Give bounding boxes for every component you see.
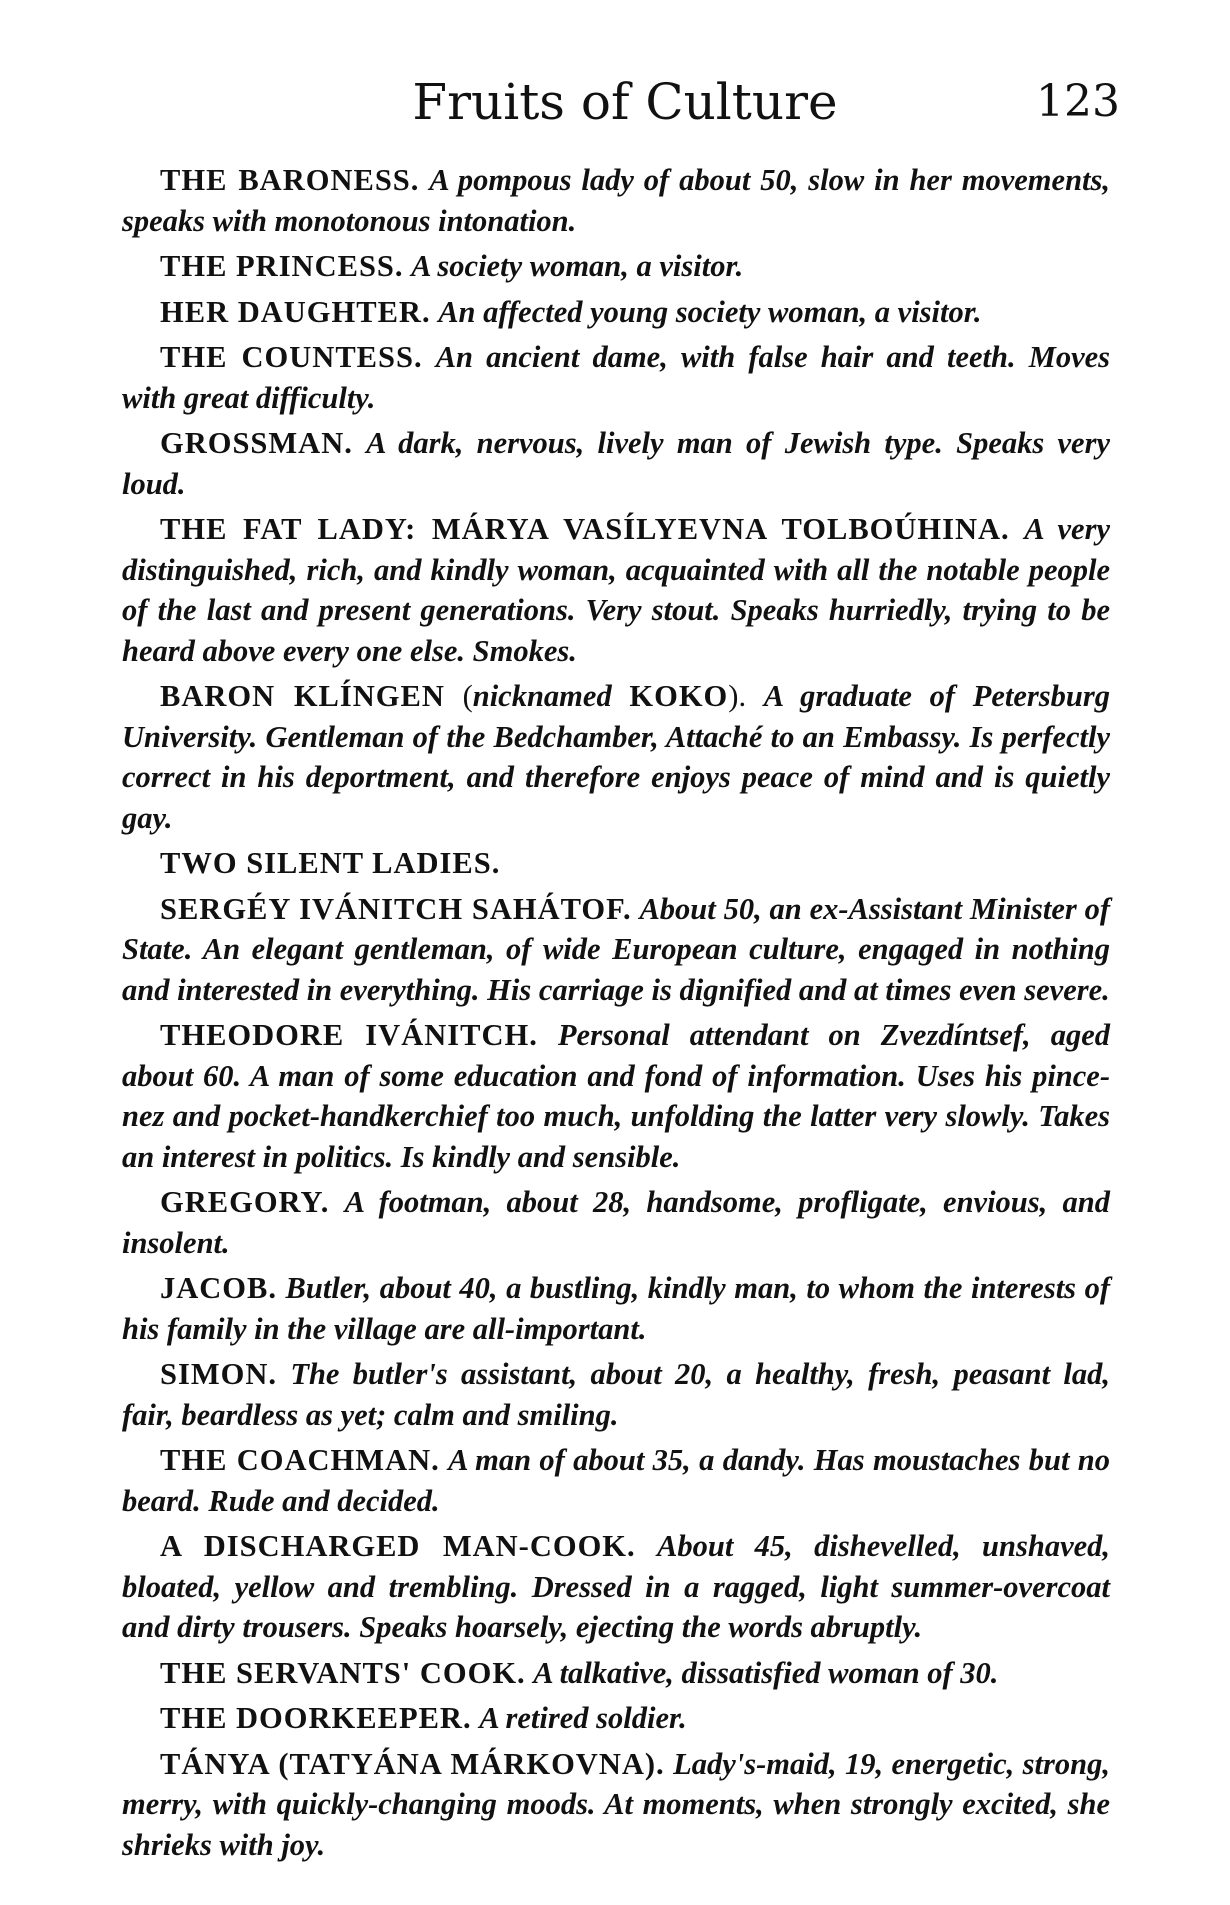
character-description: An ancient dame, with false hair and teeth. Moves with great difficulty. — [122, 340, 1111, 415]
cast-entry — [122, 423, 1110, 504]
running-title: Fruits of Culture — [412, 73, 838, 131]
character-name: THEODORE IVÁNITCH. — [160, 1018, 538, 1052]
character-name: A DISCHARGED MAN-COOK. — [160, 1529, 636, 1563]
cast-entry — [122, 1015, 1110, 1177]
character-description: About 50, an ex-Assistant Minister of State. An elegant gentleman, of wide European culture, engaged in nothing and interested in everything. His carriage is dignified and at times even severe. — [122, 891, 1110, 1007]
cast-entry — [122, 1744, 1110, 1866]
character-description: A man of about 35, a dandy. Has moustaches but no beard. Rude and decided. — [122, 1443, 1110, 1518]
character-name: THE COACHMAN. — [160, 1443, 440, 1477]
page-header — [130, 72, 1120, 142]
paren-open: ( — [462, 679, 473, 713]
paren-close: ). — [728, 679, 747, 713]
character-description: An affected young society woman, a visitor. — [438, 294, 982, 329]
cast-entry — [122, 1526, 1110, 1648]
character-name: THE BARONESS. — [160, 163, 420, 197]
character-description: Butler, about 40, a bustling, kindly man, to whom the interests of his family in the village are all-important. — [122, 1271, 1110, 1346]
nickname-label: nicknamed — [472, 679, 612, 713]
cast-entry — [122, 1354, 1110, 1435]
character-description: A pompous lady of about 50, slow in her movements, speaks with monotonous intonation. — [122, 163, 1110, 238]
character-description: A footman, about 28, handsome, profligate, envious, and insolent. — [122, 1185, 1110, 1260]
cast-entry — [122, 160, 1110, 241]
cast-entry — [122, 1698, 1110, 1739]
character-description: A talkative, dissatisfied woman of 30. — [533, 1655, 999, 1690]
character-name: SERGÉY IVÁNITCH SAHÁTOF. — [160, 891, 632, 926]
nickname: KOKO — [629, 679, 729, 713]
character-name: THE PRINCESS. — [160, 249, 404, 283]
character-name: JACOB. — [160, 1271, 277, 1305]
character-description: A dark, nervous, lively man of Jewish type. Speaks very loud. — [122, 426, 1111, 501]
character-description: Personal attendant on Zvezdíntsef, aged about 60. A man of some education and fond of information. Uses his pince-nez and pocket-handkerchief too much, unfolding the latter very slowly. Takes an interest in politics. Is kindly and sensible. — [122, 1018, 1111, 1174]
character-name: SIMON. — [160, 1357, 277, 1391]
cast-entry — [122, 1268, 1110, 1349]
cast-entry — [122, 1182, 1110, 1263]
character-description: The butler's assistant, about 20, a healthy, fresh, peasant lad, fair, beardless as yet; calm and smiling. — [122, 1357, 1111, 1432]
cast-entry — [122, 843, 1110, 884]
character-name: GROSSMAN. — [160, 426, 353, 460]
character-name: THE FAT LADY: MÁRYA VASÍLYEVNA TOLBOÚHINA. — [160, 512, 1010, 546]
character-description: A society woman, a visitor. — [411, 249, 744, 283]
character-name: GREGORY. — [160, 1185, 330, 1219]
cast-entry — [122, 889, 1110, 1011]
character-name: BARON KLÍNGEN — [160, 679, 445, 713]
character-description: A very distinguished, rich, and kindly woman, acquainted with all the notable people of the last and present generations. Very stout. Speaks hurriedly, trying to be heard above every one else. Smokes. — [122, 512, 1110, 668]
character-name: THE SERVANTS' COOK. — [160, 1655, 526, 1690]
cast-entry — [122, 292, 1110, 333]
cast-entry — [122, 676, 1110, 838]
character-name: THE DOORKEEPER. — [160, 1701, 472, 1735]
character-name: TWO SILENT LADIES. — [160, 846, 501, 880]
cast-entry — [122, 509, 1110, 671]
cast-entry — [122, 1653, 1110, 1694]
character-description: Lady's-maid, 19, energetic, strong, merry, with quickly-changing moods. At moments, when strongly excited, she shrieks with joy. — [122, 1746, 1110, 1862]
cast-entry — [122, 337, 1110, 418]
cast-entry — [122, 1440, 1110, 1521]
character-name: TÁNYA (TATYÁNA MÁRKOVNA). — [160, 1746, 665, 1781]
character-name: THE COUNTESS. — [160, 340, 423, 374]
page-number: 123 — [1036, 76, 1120, 127]
character-name: HER DAUGHTER. — [160, 294, 431, 329]
character-description: A retired soldier. — [479, 1701, 687, 1735]
dramatis-personae-list — [122, 160, 1110, 1870]
character-description: About 45, dishevelled, unshaved, bloated, yellow and trembling. Dressed in a ragged, light summer-overcoat and dirty trousers. Speaks hoarsely, ejecting the words abruptly. — [122, 1529, 1111, 1644]
cast-entry — [122, 246, 1110, 287]
character-description: A graduate of Petersburg University. Gentleman of the Bedchamber, Attaché to an Embassy. Is perfectly correct in his deportment, and therefore enjoys peace of mind and is quietly gay. — [122, 679, 1110, 835]
